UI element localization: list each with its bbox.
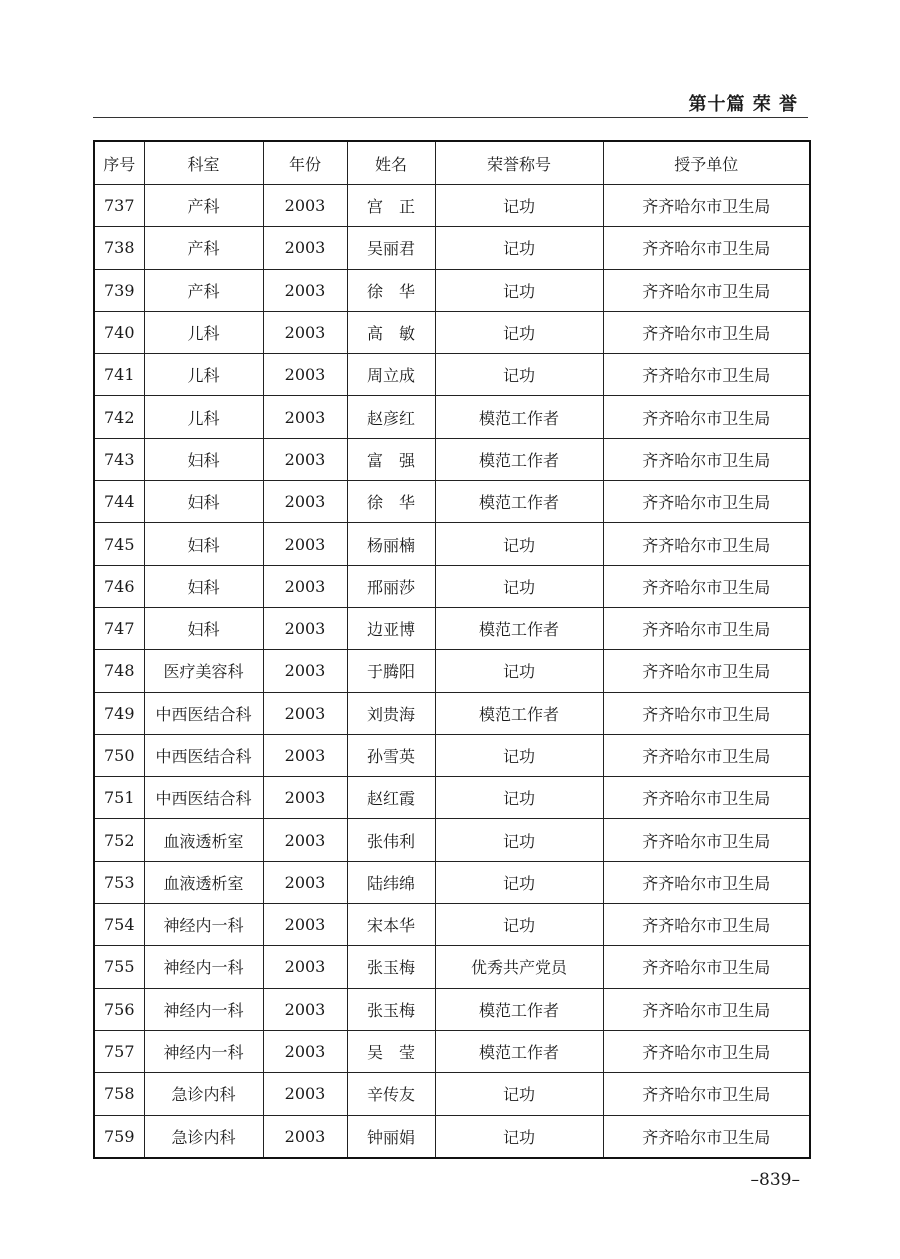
- cell-number: 756: [94, 988, 144, 1030]
- cell-awarding-unit: 齐齐哈尔市卫生局: [603, 311, 810, 353]
- cell-honor-title: 模范工作者: [435, 988, 603, 1030]
- column-header-honor-title: 荣誉称号: [435, 141, 603, 185]
- cell-department: 中西医结合科: [144, 734, 263, 776]
- cell-number: 741: [94, 354, 144, 396]
- cell-honor-title: 模范工作者: [435, 438, 603, 480]
- cell-department: 妇科: [144, 481, 263, 523]
- page-header: [93, 84, 808, 118]
- cell-awarding-unit: 齐齐哈尔市卫生局: [603, 565, 810, 607]
- cell-awarding-unit: 齐齐哈尔市卫生局: [603, 650, 810, 692]
- cell-number: 747: [94, 607, 144, 649]
- cell-name: 吴丽君: [347, 227, 435, 269]
- cell-awarding-unit: 齐齐哈尔市卫生局: [603, 396, 810, 438]
- cell-number: 758: [94, 1073, 144, 1115]
- table-row: [94, 565, 810, 607]
- cell-year: 2003: [263, 227, 347, 269]
- cell-honor-title: 记功: [435, 227, 603, 269]
- cell-number: 743: [94, 438, 144, 480]
- cell-awarding-unit: 齐齐哈尔市卫生局: [603, 227, 810, 269]
- cell-name: 宫 正: [347, 185, 435, 227]
- cell-awarding-unit: 齐齐哈尔市卫生局: [603, 523, 810, 565]
- cell-number: 740: [94, 311, 144, 353]
- cell-number: 746: [94, 565, 144, 607]
- cell-name: 张玉梅: [347, 988, 435, 1030]
- cell-number: 752: [94, 819, 144, 861]
- cell-year: 2003: [263, 607, 347, 649]
- cell-name: 边亚博: [347, 607, 435, 649]
- table-row: [94, 946, 810, 988]
- cell-name: 辛传友: [347, 1073, 435, 1115]
- table-row: [94, 861, 810, 903]
- column-header-department: 科室: [144, 141, 263, 185]
- cell-year: 2003: [263, 523, 347, 565]
- table-body: [94, 185, 810, 1158]
- cell-honor-title: 记功: [435, 861, 603, 903]
- cell-year: 2003: [263, 1115, 347, 1158]
- cell-awarding-unit: 齐齐哈尔市卫生局: [603, 1115, 810, 1158]
- cell-honor-title: 记功: [435, 269, 603, 311]
- cell-name: 吴 莹: [347, 1030, 435, 1072]
- cell-number: 745: [94, 523, 144, 565]
- table-row: [94, 1115, 810, 1158]
- cell-awarding-unit: 齐齐哈尔市卫生局: [603, 692, 810, 734]
- cell-department: 中西医结合科: [144, 777, 263, 819]
- cell-name: 杨丽楠: [347, 523, 435, 565]
- cell-honor-title: 模范工作者: [435, 481, 603, 523]
- table-row: [94, 311, 810, 353]
- cell-awarding-unit: 齐齐哈尔市卫生局: [603, 734, 810, 776]
- cell-awarding-unit: 齐齐哈尔市卫生局: [603, 354, 810, 396]
- cell-year: 2003: [263, 481, 347, 523]
- cell-name: 刘贵海: [347, 692, 435, 734]
- cell-awarding-unit: 齐齐哈尔市卫生局: [603, 988, 810, 1030]
- cell-year: 2003: [263, 1073, 347, 1115]
- cell-number: 742: [94, 396, 144, 438]
- cell-honor-title: 记功: [435, 185, 603, 227]
- cell-department: 神经内一科: [144, 988, 263, 1030]
- cell-name: 钟丽娟: [347, 1115, 435, 1158]
- column-header-year: 年份: [263, 141, 347, 185]
- cell-number: 759: [94, 1115, 144, 1158]
- cell-honor-title: 模范工作者: [435, 1030, 603, 1072]
- cell-name: 于腾阳: [347, 650, 435, 692]
- cell-year: 2003: [263, 438, 347, 480]
- cell-name: 张伟利: [347, 819, 435, 861]
- cell-department: 儿科: [144, 311, 263, 353]
- table-row: [94, 396, 810, 438]
- cell-name: 陆纬绵: [347, 861, 435, 903]
- table-row: [94, 904, 810, 946]
- cell-name: 高 敏: [347, 311, 435, 353]
- cell-year: 2003: [263, 1030, 347, 1072]
- table-row: [94, 481, 810, 523]
- table-row: [94, 185, 810, 227]
- cell-name: 张玉梅: [347, 946, 435, 988]
- cell-number: 753: [94, 861, 144, 903]
- cell-awarding-unit: 齐齐哈尔市卫生局: [603, 607, 810, 649]
- cell-honor-title: 记功: [435, 1073, 603, 1115]
- cell-year: 2003: [263, 861, 347, 903]
- cell-year: 2003: [263, 904, 347, 946]
- cell-name: 富 强: [347, 438, 435, 480]
- cell-year: 2003: [263, 988, 347, 1030]
- cell-honor-title: 记功: [435, 904, 603, 946]
- cell-honor-title: 记功: [435, 1115, 603, 1158]
- cell-department: 产科: [144, 185, 263, 227]
- cell-department: 妇科: [144, 438, 263, 480]
- cell-year: 2003: [263, 354, 347, 396]
- cell-awarding-unit: 齐齐哈尔市卫生局: [603, 946, 810, 988]
- cell-honor-title: 记功: [435, 311, 603, 353]
- cell-name: 周立成: [347, 354, 435, 396]
- cell-department: 急诊内科: [144, 1073, 263, 1115]
- cell-name: 赵彦红: [347, 396, 435, 438]
- page-number: –839–: [750, 1170, 800, 1190]
- cell-department: 产科: [144, 269, 263, 311]
- cell-department: 神经内一科: [144, 946, 263, 988]
- section-title: 第十篇 荣 誉: [688, 94, 798, 115]
- cell-name: 赵红霞: [347, 777, 435, 819]
- table-row: [94, 438, 810, 480]
- column-header-awarding-unit: 授予单位: [603, 141, 810, 185]
- cell-number: 751: [94, 777, 144, 819]
- column-header-name: 姓名: [347, 141, 435, 185]
- cell-honor-title: 记功: [435, 523, 603, 565]
- cell-number: 744: [94, 481, 144, 523]
- table-row: [94, 227, 810, 269]
- cell-number: 748: [94, 650, 144, 692]
- cell-honor-title: 记功: [435, 650, 603, 692]
- cell-department: 妇科: [144, 523, 263, 565]
- cell-year: 2003: [263, 734, 347, 776]
- cell-year: 2003: [263, 777, 347, 819]
- cell-number: 738: [94, 227, 144, 269]
- cell-awarding-unit: 齐齐哈尔市卫生局: [603, 904, 810, 946]
- cell-department: 妇科: [144, 565, 263, 607]
- table-row: [94, 819, 810, 861]
- cell-department: 产科: [144, 227, 263, 269]
- cell-year: 2003: [263, 269, 347, 311]
- cell-name: 徐 华: [347, 481, 435, 523]
- cell-department: 神经内一科: [144, 1030, 263, 1072]
- cell-honor-title: 模范工作者: [435, 607, 603, 649]
- cell-year: 2003: [263, 692, 347, 734]
- cell-department: 神经内一科: [144, 904, 263, 946]
- cell-year: 2003: [263, 185, 347, 227]
- cell-honor-title: 模范工作者: [435, 396, 603, 438]
- cell-awarding-unit: 齐齐哈尔市卫生局: [603, 861, 810, 903]
- cell-year: 2003: [263, 650, 347, 692]
- table-row: [94, 692, 810, 734]
- cell-awarding-unit: 齐齐哈尔市卫生局: [603, 819, 810, 861]
- cell-awarding-unit: 齐齐哈尔市卫生局: [603, 777, 810, 819]
- table-row: [94, 1073, 810, 1115]
- cell-name: 徐 华: [347, 269, 435, 311]
- table-header-row: [94, 141, 810, 185]
- cell-name: 孙雪英: [347, 734, 435, 776]
- table-row: [94, 1030, 810, 1072]
- table-row: [94, 354, 810, 396]
- honors-table: [93, 140, 811, 1159]
- cell-awarding-unit: 齐齐哈尔市卫生局: [603, 269, 810, 311]
- cell-department: 儿科: [144, 396, 263, 438]
- cell-year: 2003: [263, 311, 347, 353]
- table-row: [94, 777, 810, 819]
- cell-department: 儿科: [144, 354, 263, 396]
- cell-honor-title: 记功: [435, 734, 603, 776]
- cell-honor-title: 优秀共产党员: [435, 946, 603, 988]
- cell-department: 中西医结合科: [144, 692, 263, 734]
- cell-honor-title: 记功: [435, 819, 603, 861]
- cell-honor-title: 记功: [435, 565, 603, 607]
- cell-number: 750: [94, 734, 144, 776]
- table-row: [94, 607, 810, 649]
- table-row: [94, 650, 810, 692]
- table-row: [94, 269, 810, 311]
- column-header-number: 序号: [94, 141, 144, 185]
- cell-year: 2003: [263, 819, 347, 861]
- cell-department: 医疗美容科: [144, 650, 263, 692]
- cell-number: 737: [94, 185, 144, 227]
- cell-awarding-unit: 齐齐哈尔市卫生局: [603, 438, 810, 480]
- cell-number: 755: [94, 946, 144, 988]
- cell-number: 757: [94, 1030, 144, 1072]
- cell-honor-title: 记功: [435, 777, 603, 819]
- cell-department: 急诊内科: [144, 1115, 263, 1158]
- cell-name: 宋本华: [347, 904, 435, 946]
- cell-number: 754: [94, 904, 144, 946]
- cell-department: 妇科: [144, 607, 263, 649]
- cell-awarding-unit: 齐齐哈尔市卫生局: [603, 481, 810, 523]
- cell-number: 749: [94, 692, 144, 734]
- cell-honor-title: 记功: [435, 354, 603, 396]
- cell-awarding-unit: 齐齐哈尔市卫生局: [603, 1073, 810, 1115]
- cell-awarding-unit: 齐齐哈尔市卫生局: [603, 1030, 810, 1072]
- cell-number: 739: [94, 269, 144, 311]
- cell-honor-title: 模范工作者: [435, 692, 603, 734]
- cell-name: 邢丽莎: [347, 565, 435, 607]
- cell-department: 血液透析室: [144, 861, 263, 903]
- cell-year: 2003: [263, 946, 347, 988]
- cell-department: 血液透析室: [144, 819, 263, 861]
- table-row: [94, 734, 810, 776]
- table-row: [94, 523, 810, 565]
- cell-year: 2003: [263, 565, 347, 607]
- cell-year: 2003: [263, 396, 347, 438]
- header-divider: [93, 117, 808, 118]
- cell-awarding-unit: 齐齐哈尔市卫生局: [603, 185, 810, 227]
- table-row: [94, 988, 810, 1030]
